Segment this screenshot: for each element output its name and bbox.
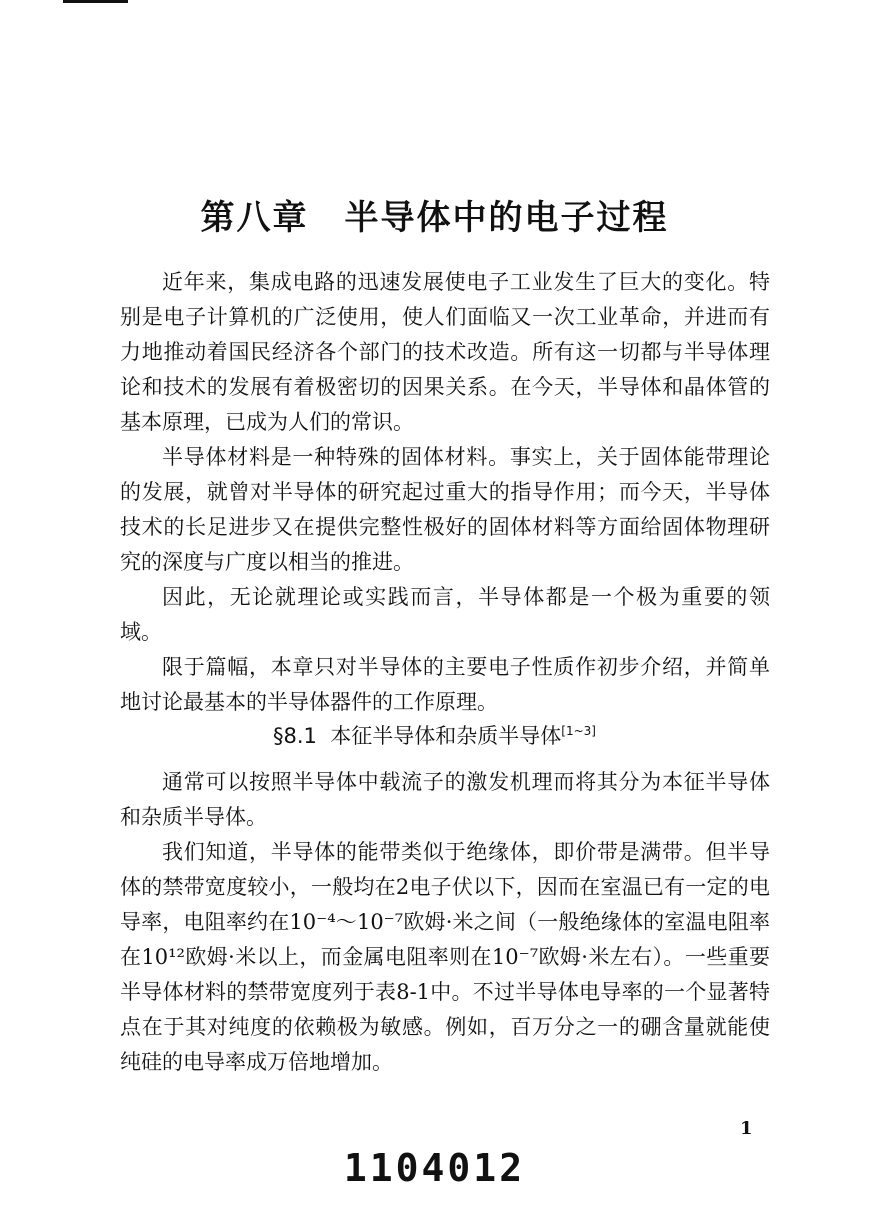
section-title-text: 本征半导体和杂质半导体 — [330, 724, 562, 748]
intro-paragraph-1: 近年来，集成电路的迅速发展使电子工业发生了巨大的变化。特别是电子计算机的广泛使用，使人们面临又一次工业革命，并进而有力地推动着国民经济各个部门的技术改造。所有这一切都与半导体理论和技术的发展有着极密切的因果关系。在今天，半导体和晶体管的基本原理，已成为人们的常识。 — [120, 270, 770, 434]
section-paragraph-1: 通常可以按照半导体中载流子的激发机理而将其分为本征半导体和杂质半导体。 — [120, 770, 770, 829]
intro-paragraph-3: 因此，无论就理论或实践而言，半导体都是一个极为重要的领域。 — [120, 585, 770, 644]
section-text — [120, 765, 770, 1080]
page-number: 1 — [740, 1118, 753, 1139]
section-number: §8.1 — [273, 724, 317, 748]
section-reference: [1~3] — [561, 724, 596, 738]
top-rule — [63, 0, 128, 3]
intro-paragraph-4: 限于篇幅，本章只对半导体的主要电子性质作初步介绍，并简单地讨论最基本的半导体器件的工作原理。 — [120, 655, 770, 714]
intro-text — [120, 265, 770, 720]
intro-paragraph-2: 半导体材料是一种特殊的固体材料。事实上，关于固体能带理论的发展，就曾对半导体的研究起过重大的指导作用；而今天，半导体技术的长足进步又在提供完整性极好的固体材料等方面给固体物理研究的深度与广度以相当的推进。 — [120, 445, 770, 574]
library-stamp-number: 1104012 — [343, 1146, 526, 1190]
section-paragraph-2: 我们知道，半导体的能带类似于绝缘体，即价带是满带。但半导体的禁带宽度较小，一般均在2电子伏以下，因而在室温已有一定的电导率，电阻率约在10⁻⁴～10⁻⁷欧姆·米之间（一般绝缘体的室温电阻率在10¹²欧姆·米以上，而金属电阻率则在10⁻⁷欧姆·米左右）。一些重要半导体材料的禁带宽度列于表8-1中。不过半导体电导率的一个显著特点在于其对纯度的依赖极为敏感。例如，百万分之一的硼含量就能使纯硅的电导率成万倍地增加。 — [120, 840, 770, 1074]
chapter-title: 第八章 半导体中的电子过程 — [200, 198, 669, 238]
section-heading — [0, 720, 869, 750]
